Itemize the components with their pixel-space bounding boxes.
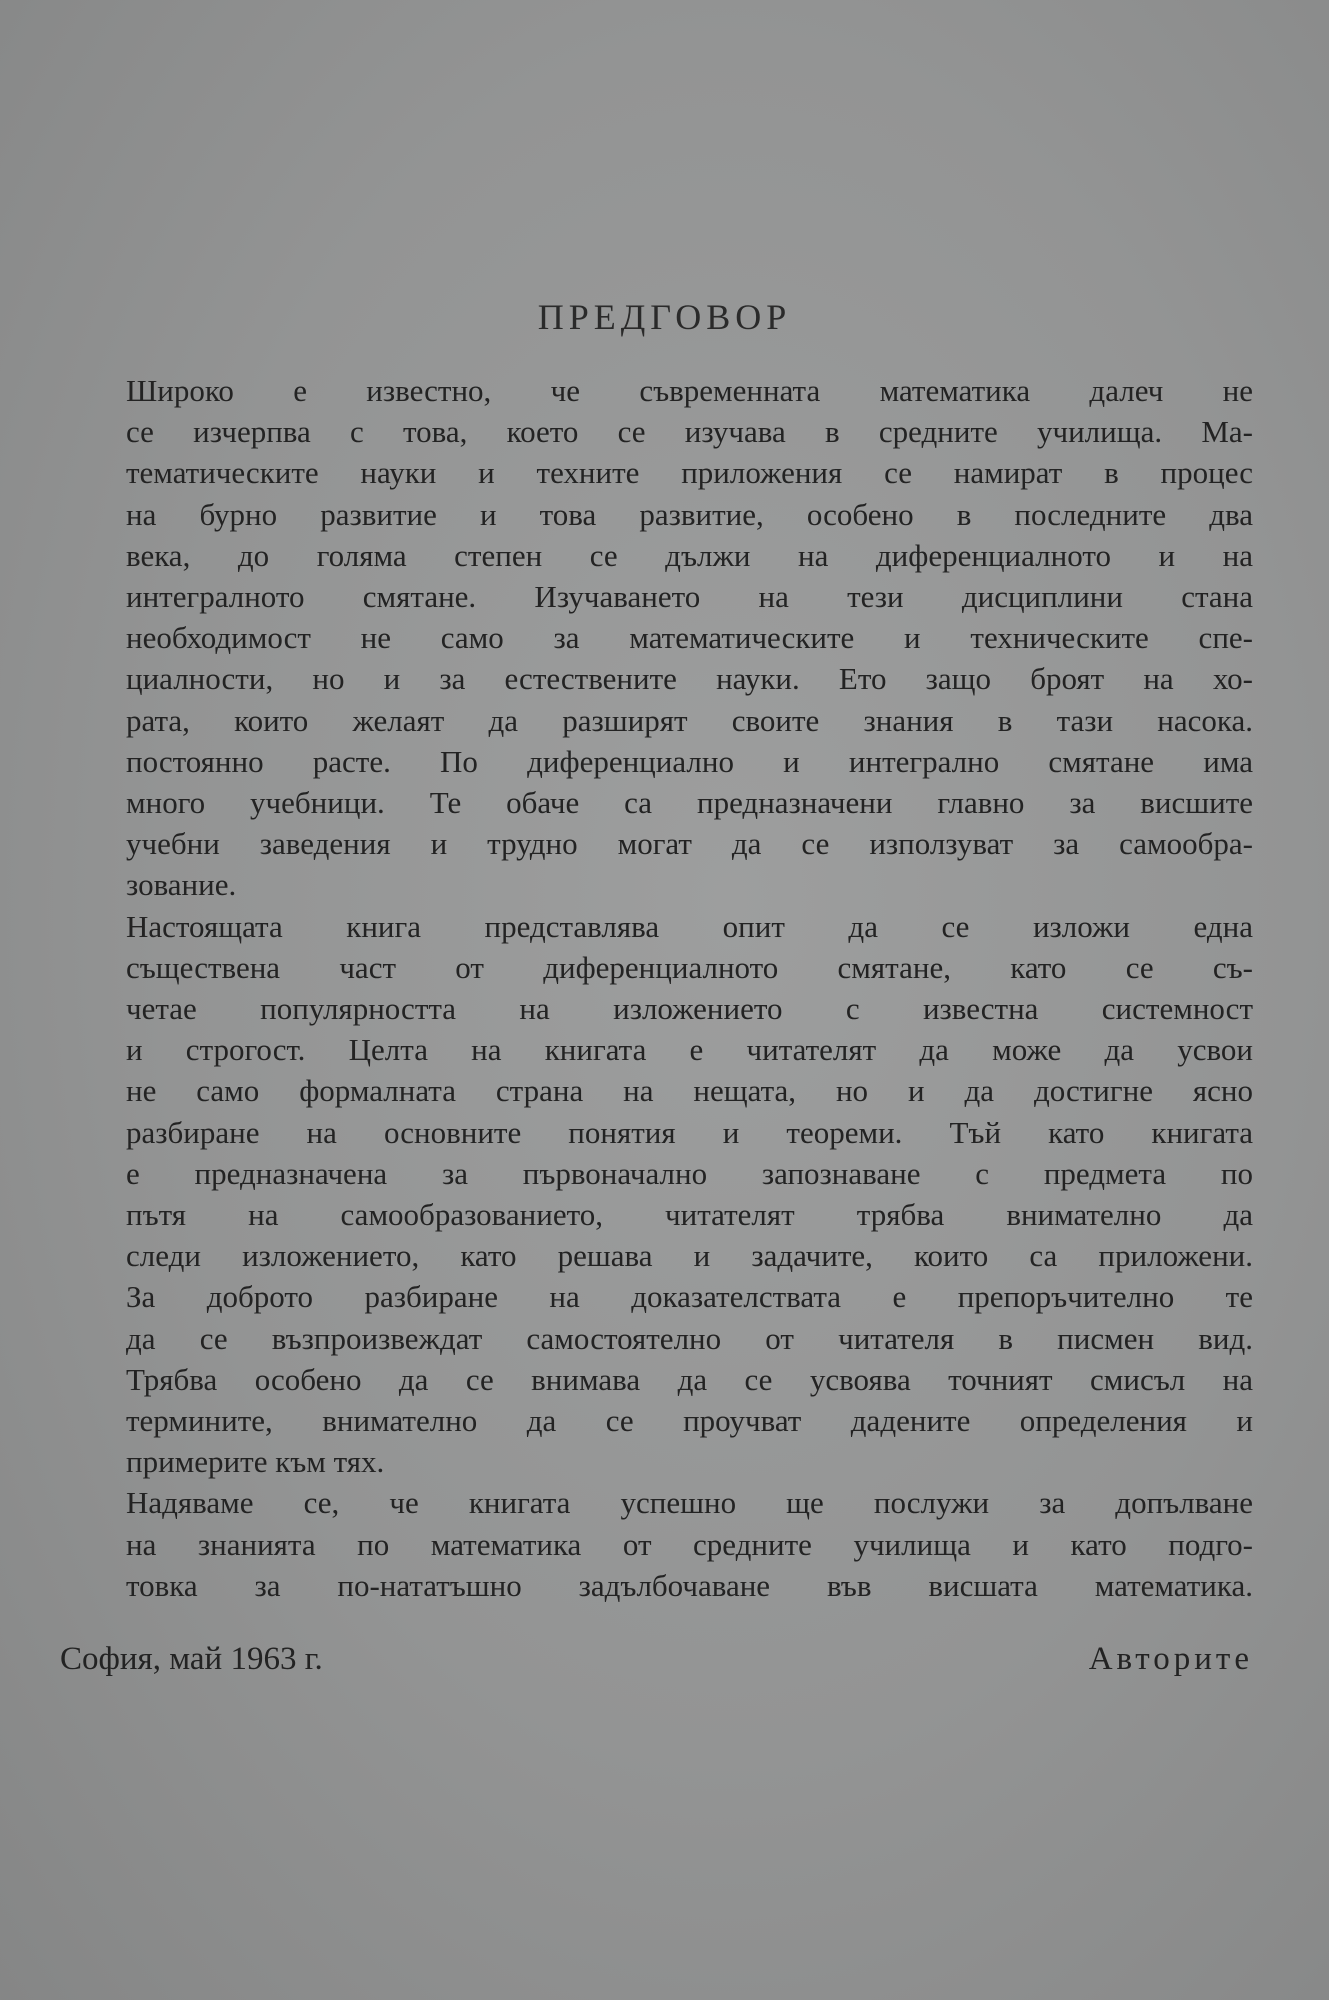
text-line: не само формалната страна на нещата, но и да достигне ясно — [126, 1073, 1253, 1109]
text-line: и строгост. Целта на книгата е читателят да може да усвои — [126, 1032, 1253, 1068]
page-title: ПРЕДГОВОР — [537, 297, 792, 337]
text-line: постоянно расте. По диференциално и интегрално смятане има — [126, 743, 1253, 779]
preface-body — [60, 370, 1253, 1606]
paragraph-1 — [60, 370, 1253, 906]
text-line: на знанията по математика от средните училища и като подго- — [126, 1526, 1253, 1562]
text-line: пътя на самообразованието, читателят трябва внимателно да — [126, 1197, 1253, 1233]
text-line: тематическите науки и техните приложения се намират в процес — [126, 455, 1253, 491]
text-line: четае популярността на изложението с известна системност — [126, 991, 1253, 1027]
paragraph-2 — [60, 906, 1253, 1483]
text-line: рата, които желаят да разширят своите знания в тази насока. — [126, 702, 1253, 738]
text-line: примерите към тях. — [126, 1444, 385, 1480]
text-line: интегралното смятане. Изучаването на тези дисциплини стана — [126, 579, 1253, 615]
text-line: циалности, но и за естествените науки. Ето защо броят на хо- — [126, 661, 1253, 697]
text-line: Трябва особено да се внимава да се усвоява точният смисъл на — [126, 1361, 1253, 1397]
text-line: необходимост не само за математическите и техническите спе- — [126, 620, 1253, 656]
text-line: да се възпроизвеждат самостоятелно от читателя в писмен вид. — [126, 1320, 1253, 1356]
text-line: Надяваме се, че книгата успешно ще послужи за допълване — [126, 1485, 1253, 1521]
text-line: зование. — [126, 867, 237, 903]
text-line: следи изложението, като решава и задачите, които са приложени. — [126, 1238, 1253, 1274]
text-line: Широко е известно, че съвременната математика далеч не — [126, 373, 1253, 408]
text-line: термините, внимателно да се проучват дадените определения и — [126, 1403, 1253, 1439]
text-line: учебни заведения и трудно могат да се използуват за самообра- — [126, 826, 1253, 862]
text-line: За доброто разбиране на доказателствата е препоръчително те — [126, 1279, 1253, 1315]
text-line: на бурно развитие и това развитие, особено в последните два — [126, 496, 1253, 532]
text-line: разбиране на основните понятия и теореми. Тъй като книгата — [126, 1114, 1253, 1150]
paragraph-3 — [60, 1482, 1253, 1606]
text-line: много учебници. Те обаче са предназначени главно за висшите — [126, 785, 1253, 821]
signature-block — [60, 1641, 1253, 1678]
text-line: века, до голяма степен се дължи на диференциалното и на — [126, 537, 1253, 573]
text-line: е предназначена за първоначално запознаване с предмета по — [126, 1155, 1253, 1191]
text-line: съществена част от диференциалното смятане, като се съ- — [126, 949, 1253, 985]
text-line: Настоящата книга представлява опит да се изложи една — [126, 908, 1253, 944]
author-signature: Авторите — [1088, 1641, 1253, 1677]
text-line: товка за по-нататъшно задълбочаване във висшата математика. — [126, 1567, 1253, 1603]
text-line: се изчерпва с това, което се изучава в средните училища. Ма- — [126, 414, 1253, 450]
place-date: София, май 1963 г. — [60, 1641, 323, 1677]
